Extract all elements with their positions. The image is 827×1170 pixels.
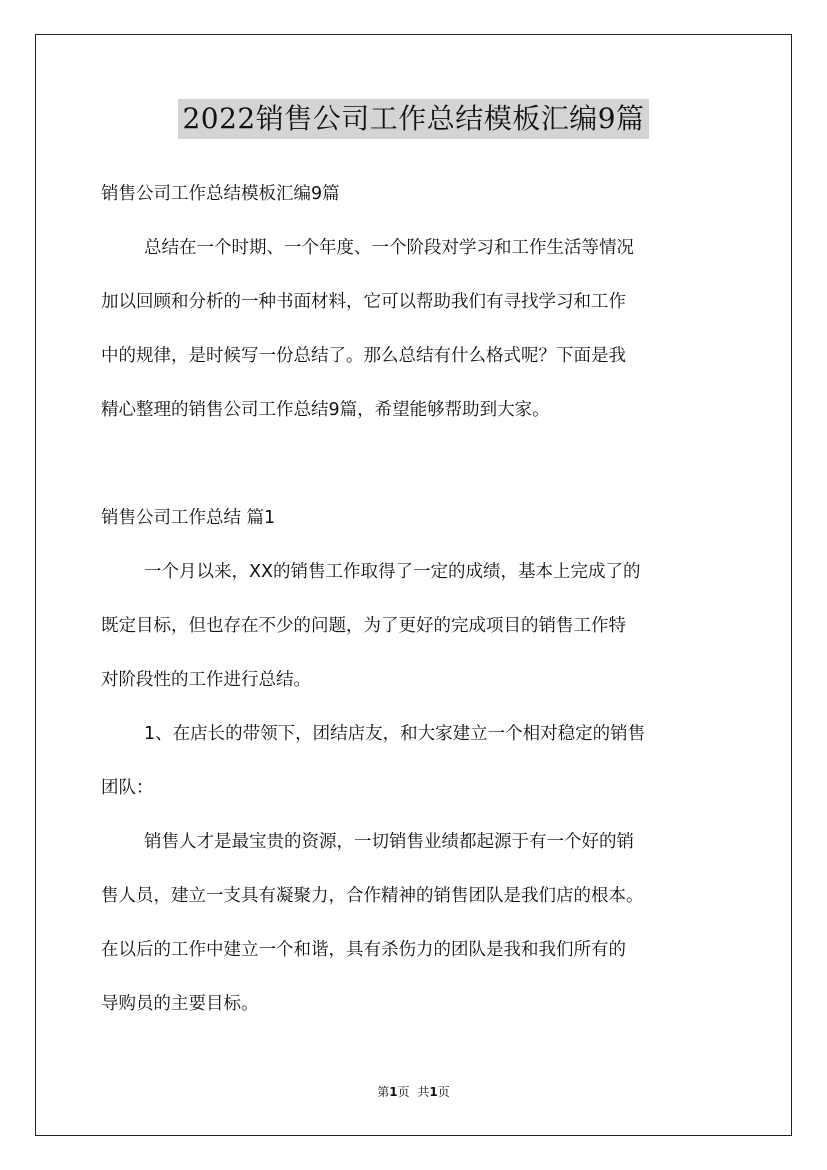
list-item-line: 1、在店长的带领下，团结店友，和大家建立一个相对稳定的销售	[144, 724, 646, 744]
document-subtitle: 销售公司工作总结模板汇编9篇	[101, 184, 340, 204]
intro-line: 加以回顾和分析的一种书面材料，它可以帮助我们有寻找学习和工作	[101, 292, 626, 312]
total-label-suffix: 页	[437, 1085, 450, 1099]
paragraph-line: 导购员的主要目标。	[101, 994, 259, 1014]
document-title: 2022销售公司工作总结模板汇编9篇	[178, 99, 648, 139]
paragraph-line: 对阶段性的工作进行总结。	[101, 670, 311, 690]
page-label-suffix: 页	[397, 1085, 410, 1099]
intro-line: 总结在一个时期、一个年度、一个阶段对学习和工作生活等情况	[144, 238, 634, 258]
paragraph-line: 在以后的工作中建立一个和谐，具有杀伤力的团队是我和我们所有的	[101, 940, 626, 960]
paragraph-line: 一个月以来，XX的销售工作取得了一定的成绩，基本上完成了的	[144, 562, 641, 582]
page-label-prefix: 第	[377, 1085, 390, 1099]
total-label-prefix: 共	[417, 1085, 430, 1099]
paragraph-line: 销售人才是最宝贵的资源，一切销售业绩都起源于有一个好的销	[144, 832, 634, 852]
total-pages: 1	[429, 1085, 438, 1099]
intro-line: 中的规律，是时候写一份总结了。那么总结有什么格式呢？下面是我	[101, 346, 626, 366]
paragraph-line: 售人员，建立一支具有凝聚力，合作精神的销售团队是我们店的根本。	[101, 886, 644, 906]
paragraph-line: 既定目标，但也存在不少的问题，为了更好的完成项目的销售工作特	[101, 616, 626, 636]
page-footer	[0, 1084, 827, 1100]
intro-line: 精心整理的销售公司工作总结9篇，希望能够帮助到大家。	[101, 400, 550, 420]
title-container	[0, 99, 827, 139]
page-number: 1	[389, 1085, 398, 1099]
section-heading: 销售公司工作总结 篇1	[101, 508, 276, 528]
list-item-line: 团队：	[101, 778, 154, 798]
